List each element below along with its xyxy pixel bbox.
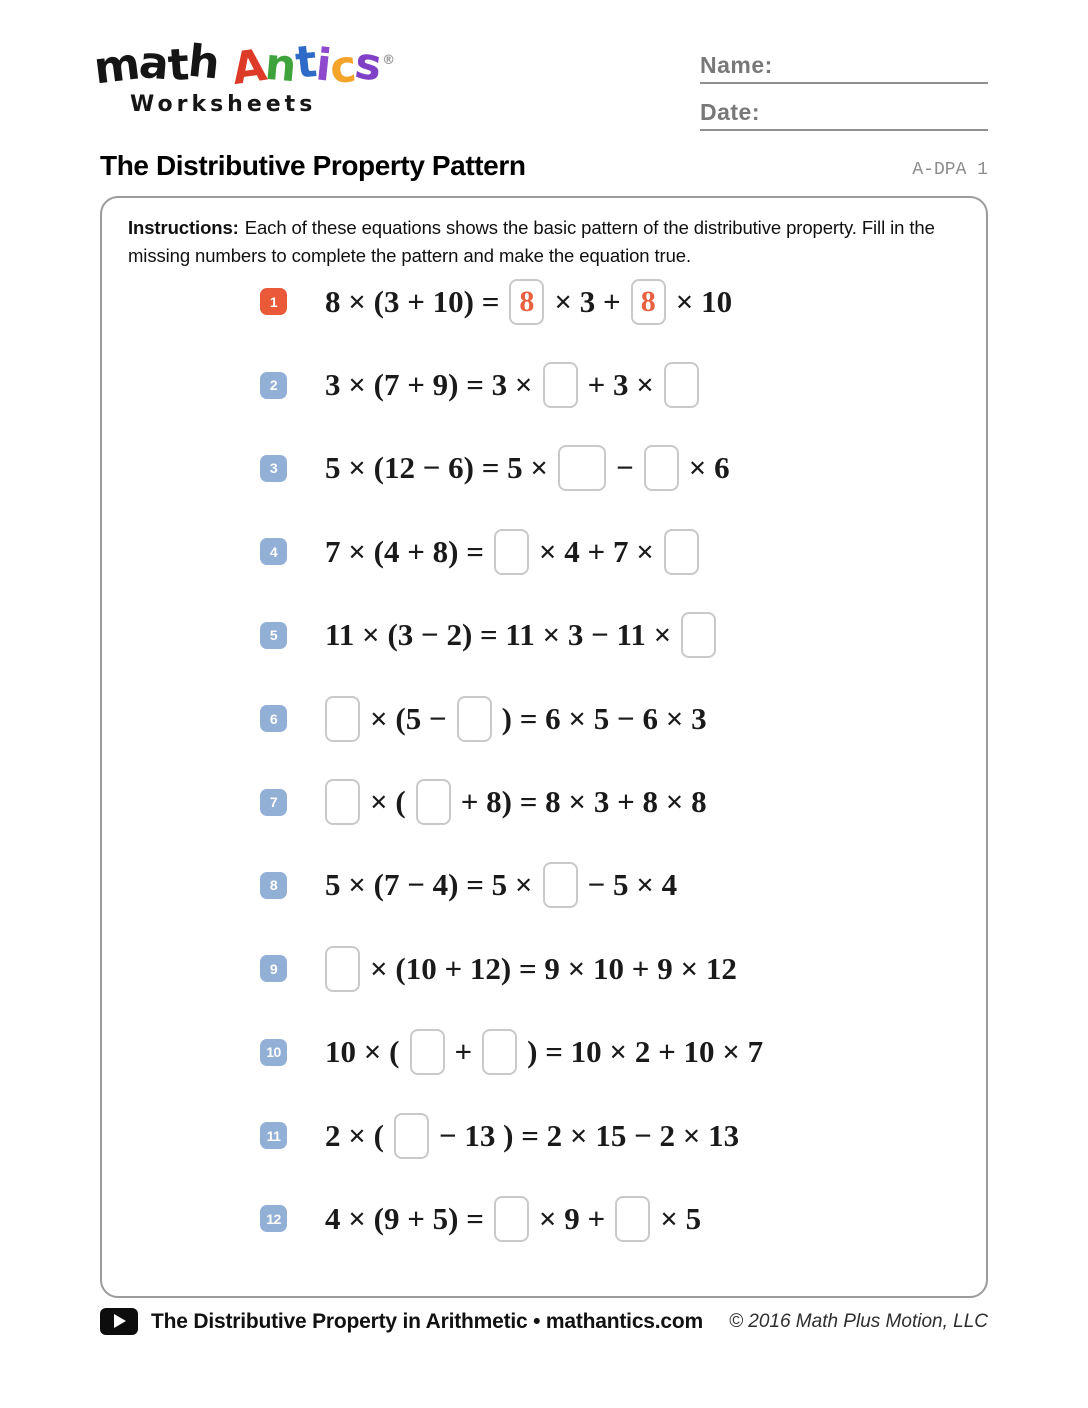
answer-box[interactable]: [457, 696, 492, 742]
answer-box[interactable]: [543, 362, 578, 408]
answer-box[interactable]: [558, 445, 606, 491]
footer-left: [100, 1308, 703, 1335]
equation-row: [102, 1094, 986, 1177]
answer-box[interactable]: [681, 612, 716, 658]
equation-row: [102, 1011, 986, 1094]
logo-wordmark: [91, 35, 395, 96]
date-label: Date:: [700, 99, 761, 125]
equation: [325, 445, 730, 491]
equation-number-badge: 6: [260, 705, 287, 732]
equation-number-badge: 8: [260, 872, 287, 899]
footer: [100, 1308, 988, 1335]
equation-number-badge: 10: [260, 1039, 287, 1066]
equation-text: × 9 +: [538, 1200, 606, 1236]
equation-text: − 5 × 4: [587, 867, 678, 903]
equation-number-badge: 9: [260, 955, 287, 982]
equation-number-badge: 1: [260, 288, 287, 315]
equation-number-badge: 3: [260, 455, 287, 482]
equation-text: 5 × (12 − 6) = 5 ×: [325, 450, 549, 486]
instructions-text: Each of these equations shows the basic pattern of the distributive property. Fill in the missing numbers to complete the pattern and make the equation true.: [128, 217, 935, 266]
equation: [325, 612, 716, 658]
play-icon: [100, 1308, 138, 1335]
equation-text: × (10 + 12) = 9 × 10 + 9 × 12: [370, 950, 737, 986]
equation-number-badge: 7: [260, 789, 287, 816]
equation-row: [102, 927, 986, 1010]
answer-box[interactable]: [410, 1029, 445, 1075]
equation-row: [102, 1177, 986, 1260]
name-label: Name:: [700, 52, 773, 78]
equation: [325, 1029, 763, 1075]
equation-text: × 10: [675, 283, 733, 319]
equation-text: + 3 ×: [587, 367, 654, 403]
doc-code: A-DPA 1: [912, 160, 988, 180]
equation: [325, 279, 732, 325]
equation-text: × 3 +: [554, 283, 621, 319]
equation: [325, 862, 677, 908]
equation-text: +: [454, 1034, 473, 1070]
answer-box[interactable]: 8: [631, 279, 666, 325]
logo-letter: n: [263, 38, 298, 93]
title-row: [100, 150, 988, 182]
equation: [325, 1113, 739, 1159]
equation-text: 2 × (: [325, 1117, 384, 1153]
equation-row: [102, 260, 986, 343]
equation-number-badge: 11: [260, 1122, 287, 1149]
equation-text: ) = 10 × 2 + 10 × 7: [527, 1034, 764, 1070]
equation-row: [102, 844, 986, 927]
copyright: © 2016 Math Plus Motion, LLC: [728, 1310, 988, 1332]
math-antics-logo: [91, 35, 395, 117]
registered-mark: ®: [382, 53, 395, 69]
page-title: The Distributive Property Pattern: [100, 150, 526, 181]
answer-box[interactable]: [664, 529, 699, 575]
worksheet-body: [100, 196, 988, 1298]
logo-letter: h: [185, 35, 221, 90]
equation: [325, 362, 699, 408]
logo-letter: i: [313, 39, 333, 92]
equation-text: 8 × (3 + 10) =: [325, 283, 500, 319]
footer-video-title: The Distributive Property in Arithmetic • mathantics.com: [151, 1309, 703, 1333]
equation-text: × 4 + 7 ×: [538, 533, 654, 569]
equation-text: × 6: [688, 450, 730, 486]
equation: [325, 779, 707, 825]
answer-box[interactable]: [494, 1196, 529, 1242]
logo-subtitle: Worksheets: [130, 92, 317, 117]
equation-text: 5 × (7 − 4) = 5 ×: [325, 867, 533, 903]
equation-row: [102, 760, 986, 843]
instructions-label: Instructions:: [128, 217, 239, 238]
answer-box[interactable]: [394, 1113, 429, 1159]
equation: [325, 696, 707, 742]
equation-number-badge: 4: [260, 538, 287, 565]
equation-text: − 13 ) = 2 × 15 − 2 × 13: [439, 1117, 740, 1153]
equation-text: 7 × (4 + 8) =: [325, 533, 484, 569]
logo-letter: s: [351, 37, 384, 92]
answer-box[interactable]: [325, 696, 360, 742]
equation-row: [102, 427, 986, 510]
equation-row: [102, 594, 986, 677]
equation-row: [102, 510, 986, 593]
equation-number-badge: 5: [260, 622, 287, 649]
logo-letter: t: [165, 39, 190, 92]
equation-text: × (5 −: [370, 700, 447, 736]
answer-box[interactable]: [482, 1029, 517, 1075]
equation: [325, 529, 699, 575]
equation-text: −: [616, 450, 634, 486]
equation-number-badge: 12: [260, 1205, 287, 1232]
equation-text: × 5: [660, 1200, 702, 1236]
answer-box[interactable]: [494, 529, 529, 575]
answer-box[interactable]: [325, 779, 360, 825]
equation-text: 3 × (7 + 9) = 3 ×: [325, 367, 533, 403]
equation-row: [102, 343, 986, 426]
answer-box[interactable]: [644, 445, 679, 491]
answer-box[interactable]: 8: [509, 279, 544, 325]
logo-letter: a: [136, 36, 170, 91]
logo-letter: c: [327, 40, 358, 94]
equation-row: [102, 677, 986, 760]
equation-text: 11 × (3 − 2) = 11 × 3 − 11 ×: [325, 617, 672, 653]
equation-text: + 8) = 8 × 3 + 8 × 8: [460, 784, 707, 820]
logo-letter: m: [91, 38, 142, 95]
equation-text: × (: [370, 784, 406, 820]
answer-box[interactable]: [325, 946, 360, 992]
equations: [102, 260, 986, 1261]
equation-number-badge: 2: [260, 372, 287, 399]
answer-box[interactable]: [615, 1196, 650, 1242]
equation: [325, 946, 737, 992]
equation-text: 4 × (9 + 5) =: [325, 1200, 484, 1236]
name-field[interactable]: [700, 52, 988, 84]
answer-box[interactable]: [416, 779, 451, 825]
equation-text: 10 × (: [325, 1034, 400, 1070]
logo-letter: A: [229, 39, 269, 96]
answer-box[interactable]: [543, 862, 578, 908]
answer-box[interactable]: [664, 362, 699, 408]
date-field[interactable]: [700, 99, 988, 131]
equation-text: ) = 6 × 5 − 6 × 3: [501, 700, 707, 736]
instructions: [102, 198, 986, 270]
name-date-fields: [700, 52, 988, 146]
equation: [325, 1196, 701, 1242]
logo-letter: t: [292, 36, 318, 89]
